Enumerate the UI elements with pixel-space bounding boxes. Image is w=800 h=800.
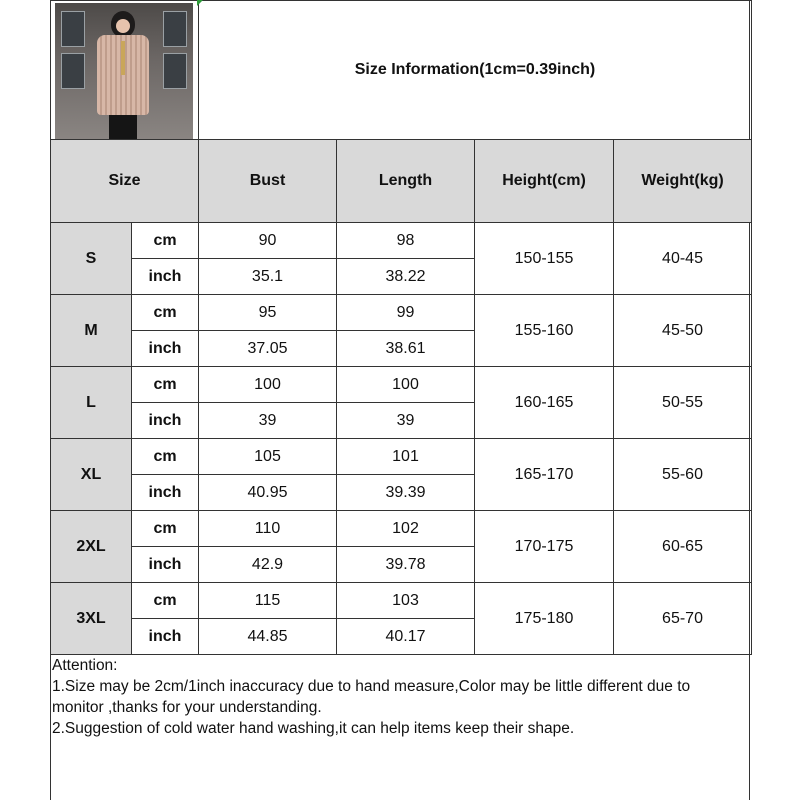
length-value: 38.22: [337, 259, 475, 295]
length-value: 103: [337, 583, 475, 619]
size-label: 2XL: [51, 511, 132, 583]
height-value: 170-175: [475, 511, 614, 583]
height-value: 155-160: [475, 295, 614, 367]
size-column-header: Size: [51, 140, 199, 223]
unit-label: cm: [132, 367, 199, 403]
length-value: 98: [337, 223, 475, 259]
weight-value: 60-65: [614, 511, 752, 583]
product-photo-cell: [51, 1, 199, 140]
table-row: [51, 223, 752, 259]
size-label: M: [51, 295, 132, 367]
size-label: XL: [51, 439, 132, 511]
length-value: 100: [337, 367, 475, 403]
bust-value: 39: [199, 403, 337, 439]
weight-value: 65-70: [614, 583, 752, 655]
unit-label: inch: [132, 331, 199, 367]
notes-line-2: 2.Suggestion of cold water hand washing,it can help items keep their shape.: [52, 720, 575, 737]
length-value: 40.17: [337, 619, 475, 655]
bust-value: 100: [199, 367, 337, 403]
bust-value: 90: [199, 223, 337, 259]
weight-value: 55-60: [614, 439, 752, 511]
height-column-header: Height(cm): [475, 140, 614, 223]
bust-value: 44.85: [199, 619, 337, 655]
length-value: 39.39: [337, 475, 475, 511]
size-info-title: Size Information(1cm=0.39inch): [199, 1, 752, 140]
unit-label: cm: [132, 295, 199, 331]
length-value: 99: [337, 295, 475, 331]
table-row: [51, 295, 752, 331]
unit-label: cm: [132, 439, 199, 475]
unit-label: inch: [132, 619, 199, 655]
unit-label: cm: [132, 583, 199, 619]
weight-value: 45-50: [614, 295, 752, 367]
weight-column-header: Weight(kg): [614, 140, 752, 223]
unit-label: cm: [132, 223, 199, 259]
bust-value: 115: [199, 583, 337, 619]
attention-notes: [52, 655, 746, 739]
height-value: 175-180: [475, 583, 614, 655]
table-row: [51, 367, 752, 403]
notes-line-1: 1.Size may be 2cm/1inch inaccuracy due to hand measure,Color may be little different due to monitor ,thanks for your understanding.: [52, 678, 691, 716]
length-value: 101: [337, 439, 475, 475]
table-row: [51, 583, 752, 619]
bust-value: 35.1: [199, 259, 337, 295]
product-photo: [55, 3, 193, 139]
length-value: 39: [337, 403, 475, 439]
bust-column-header: Bust: [199, 140, 337, 223]
table-row: [51, 439, 752, 475]
table-row: [51, 511, 752, 547]
model-figure: [93, 11, 153, 139]
unit-label: inch: [132, 475, 199, 511]
weight-value: 40-45: [614, 223, 752, 295]
height-value: 160-165: [475, 367, 614, 439]
size-label: S: [51, 223, 132, 295]
height-value: 165-170: [475, 439, 614, 511]
unit-label: inch: [132, 547, 199, 583]
corner-mark: [197, 0, 203, 6]
unit-label: inch: [132, 259, 199, 295]
size-label: 3XL: [51, 583, 132, 655]
bust-value: 42.9: [199, 547, 337, 583]
length-column-header: Length: [337, 140, 475, 223]
bust-value: 95: [199, 295, 337, 331]
length-value: 39.78: [337, 547, 475, 583]
length-value: 102: [337, 511, 475, 547]
bust-value: 110: [199, 511, 337, 547]
size-chart-table: [50, 0, 752, 655]
weight-value: 50-55: [614, 367, 752, 439]
title-row: [51, 1, 752, 140]
bust-value: 40.95: [199, 475, 337, 511]
column-header-row: [51, 140, 752, 223]
bust-value: 37.05: [199, 331, 337, 367]
unit-label: inch: [132, 403, 199, 439]
unit-label: cm: [132, 511, 199, 547]
notes-heading: Attention:: [52, 657, 118, 674]
size-label: L: [51, 367, 132, 439]
bust-value: 105: [199, 439, 337, 475]
length-value: 38.61: [337, 331, 475, 367]
height-value: 150-155: [475, 223, 614, 295]
